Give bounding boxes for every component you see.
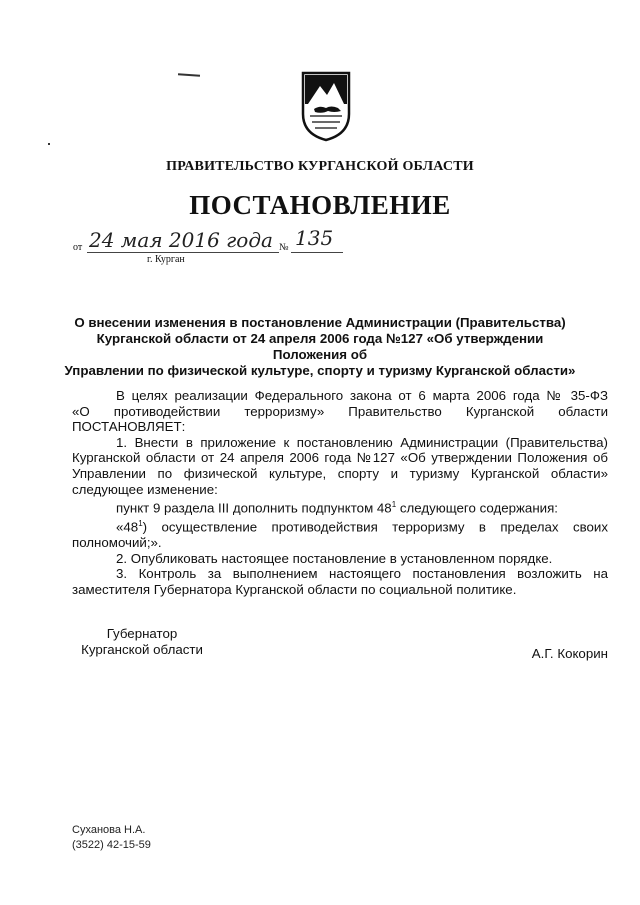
date-underline xyxy=(87,252,279,253)
body-item-1-sub: пункт 9 раздела III дополнить подпунктом $48^1$ следующего содержания: xyxy=(116,500,558,516)
number-prefix: № xyxy=(279,242,289,253)
subject-line: Курганской области от 24 апреля 2006 года №127 «Об утверждении Положения об xyxy=(96,331,544,362)
scan-mark xyxy=(48,143,50,145)
date-number-row xyxy=(73,226,373,266)
coat-of-arms-icon xyxy=(300,70,352,142)
city-name: г. Курган xyxy=(147,254,185,265)
document-type: ПОСТАНОВЛЕНИЕ xyxy=(189,190,451,220)
body-item-1-quote-end: полномочий;». xyxy=(72,535,162,551)
government-name: ПРАВИТЕЛЬСТВО КУРГАНСКОЙ ОБЛАСТИ xyxy=(166,159,474,174)
contact-info xyxy=(72,823,151,853)
body-item-1-quote: «$48^1$) осуществление противодействия терроризму в пределах своих xyxy=(116,519,608,535)
signer-title: Губернатор Курганской области xyxy=(81,626,203,657)
body-item-1: 1. Внести в приложение к постановлению Администрации (Правительства) Курганской области от 24 апреля 2006 года №127 «Об утверждении Положения об Управлении по физической культуре, спорту и туризму Курганской области» следующее изменение: xyxy=(72,434,608,497)
number-underline xyxy=(291,252,343,253)
scan-mark xyxy=(178,73,200,77)
body-item-2: 2. Опубликовать настоящее постановление в установленном порядке. xyxy=(116,550,553,566)
handwritten-date: 24 мая 2016 года xyxy=(89,228,273,252)
subject-line: Управлении по физической культуре, спорту и туризму Курганской области» xyxy=(64,363,576,378)
signer-name: А.Г. Кокорин xyxy=(531,646,608,661)
contact-author: Суханова Н.А. xyxy=(72,824,146,836)
date-prefix: от xyxy=(73,242,83,253)
body-item-3: 3. Контроль за выполнением настоящего постановления возложить на заместителя Губернатора Курганской области по социальной политике. xyxy=(72,566,608,597)
contact-phone: (3522) 42-15-59 xyxy=(72,839,151,851)
document-subject xyxy=(60,315,580,379)
body-intro: «О противодействии терроризму» Правительство Курганской области xyxy=(72,403,608,419)
handwritten-number: 135 xyxy=(295,226,334,250)
document-body xyxy=(72,388,608,598)
body-intro: В целях реализации Федерального закона от 6 марта 2006 года № 35-ФЗ xyxy=(116,388,608,403)
body-decree: ПОСТАНОВЛЯЕТ: xyxy=(72,419,186,435)
subject-line: О внесении изменения в постановление Администрации (Правительства) xyxy=(74,315,566,330)
